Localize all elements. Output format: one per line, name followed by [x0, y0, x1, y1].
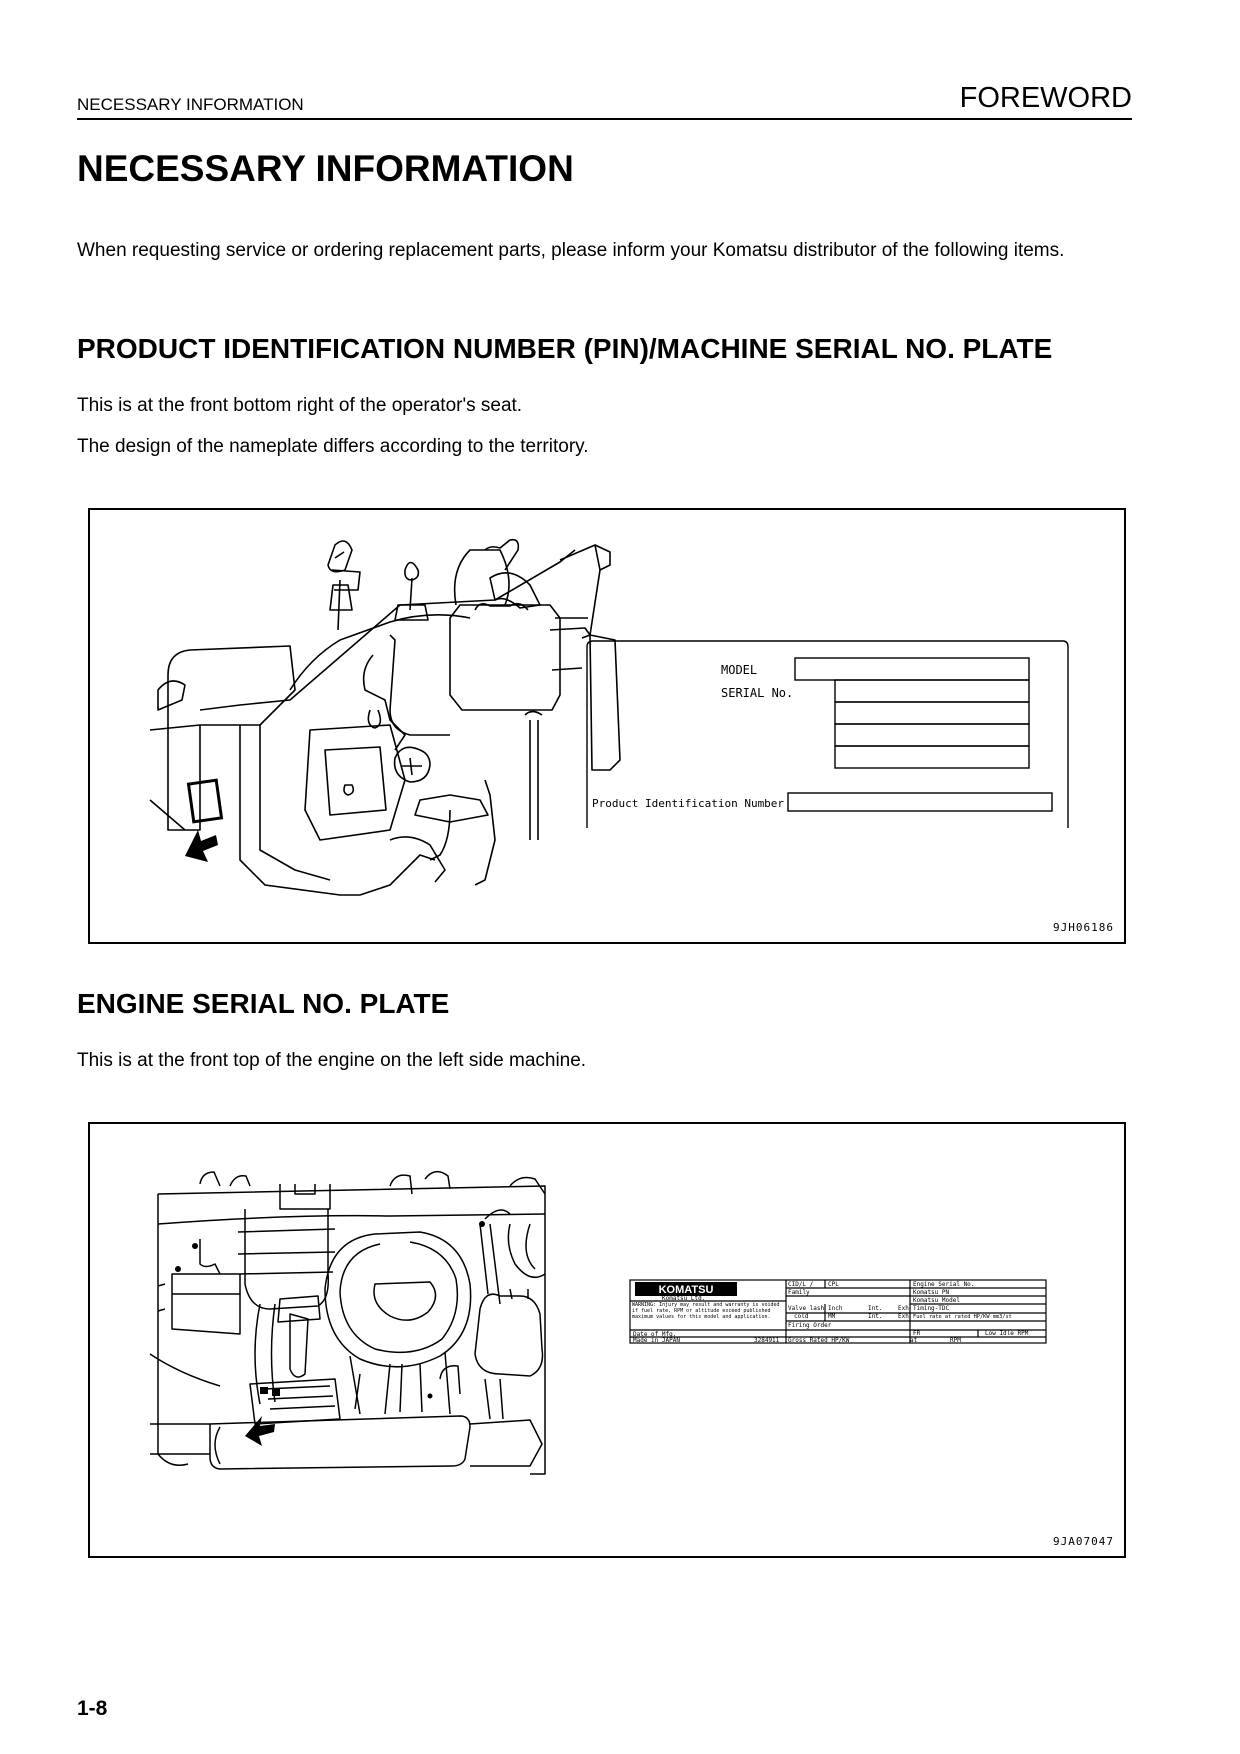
plate-family: Family: [788, 1289, 810, 1296]
plate-date-mfg: Date of Mfg.: [633, 1331, 677, 1338]
page-number: 1-8: [77, 1697, 108, 1720]
plate-part-number: 3284911: [754, 1337, 780, 1344]
header-divider: [77, 118, 1132, 120]
engine-section-heading: ENGINE SERIAL NO. PLATE: [77, 988, 450, 1019]
plate-engine-serial: Engine Serial No.: [913, 1281, 975, 1288]
plate-fuel-rate: Fuel rate at rated HP/KW mm3/st: [913, 1314, 1012, 1320]
plate-firing-order: Firing Order: [788, 1322, 832, 1329]
engine-illustration: [90, 1124, 1124, 1556]
plate-valve-lash: Valve lash: [788, 1305, 825, 1312]
plate-company: Komatsu Ltd.: [662, 1295, 706, 1302]
plate-at: at: [910, 1337, 918, 1344]
pin-plate-figure: [88, 508, 1126, 944]
plate-exh: Exh: [898, 1305, 909, 1312]
plate-gross-rated: Gross Rated HP/KW: [788, 1337, 850, 1344]
plate-warning: WARNING: Injury may result and warranty is voided if fuel rate, RPM or altitude exceed published maximum values for this model and application.: [632, 1302, 780, 1320]
plate-timing: Timing-TDC: [913, 1305, 950, 1312]
plate-komatsu-model: Komatsu Model: [913, 1297, 960, 1304]
operator-seat-illustration: [90, 510, 1124, 942]
plate-serial-label: SERIAL No.: [721, 686, 794, 700]
plate-inch: Inch: [828, 1305, 843, 1312]
plate-cid: CID/L /: [788, 1281, 814, 1288]
plate-model-label: MODEL: [721, 663, 758, 677]
plate-int: Int.: [868, 1305, 883, 1312]
plate-exh-2: Exh: [898, 1313, 909, 1320]
pin-section-heading: PRODUCT IDENTIFICATION NUMBER (PIN)/MACHINE SERIAL NO. PLATE: [77, 333, 1053, 364]
plate-int-2: Int.: [868, 1313, 883, 1320]
header-chapter-title: FOREWORD: [959, 82, 1132, 114]
figure-code: 9JH06186: [1053, 921, 1114, 934]
engine-location-text: This is at the front top of the engine on the left side machine.: [77, 1050, 587, 1071]
plate-cold: cold: [794, 1313, 809, 1320]
page-title: NECESSARY INFORMATION: [77, 148, 574, 189]
header-section-title: NECESSARY INFORMATION: [77, 95, 304, 114]
pin-location-text: This is at the front bottom right of the operator's seat.: [77, 395, 523, 416]
komatsu-logo-text: KOMATSU: [658, 1284, 714, 1296]
plate-rpm: RPM: [950, 1337, 961, 1344]
figure-code: 9JA07047: [1053, 1535, 1114, 1548]
plate-fr: FR: [913, 1330, 921, 1337]
pin-design-text: The design of the nameplate differs according to the territory.: [77, 436, 589, 457]
intro-paragraph: When requesting service or ordering replacement parts, please inform your Komatsu distributor of the following items.: [77, 240, 1065, 261]
plate-mm: MM: [828, 1313, 836, 1320]
plate-pin-label: Product Identification Number: [592, 797, 785, 810]
plate-made-in: Made in JAPAN: [633, 1337, 680, 1344]
plate-cpl: CPL: [828, 1281, 839, 1288]
engine-plate-figure: [88, 1122, 1126, 1558]
plate-low-idle: Low Idle RPM: [985, 1330, 1029, 1337]
plate-komatsu-pn: Komatsu PN: [913, 1289, 950, 1296]
